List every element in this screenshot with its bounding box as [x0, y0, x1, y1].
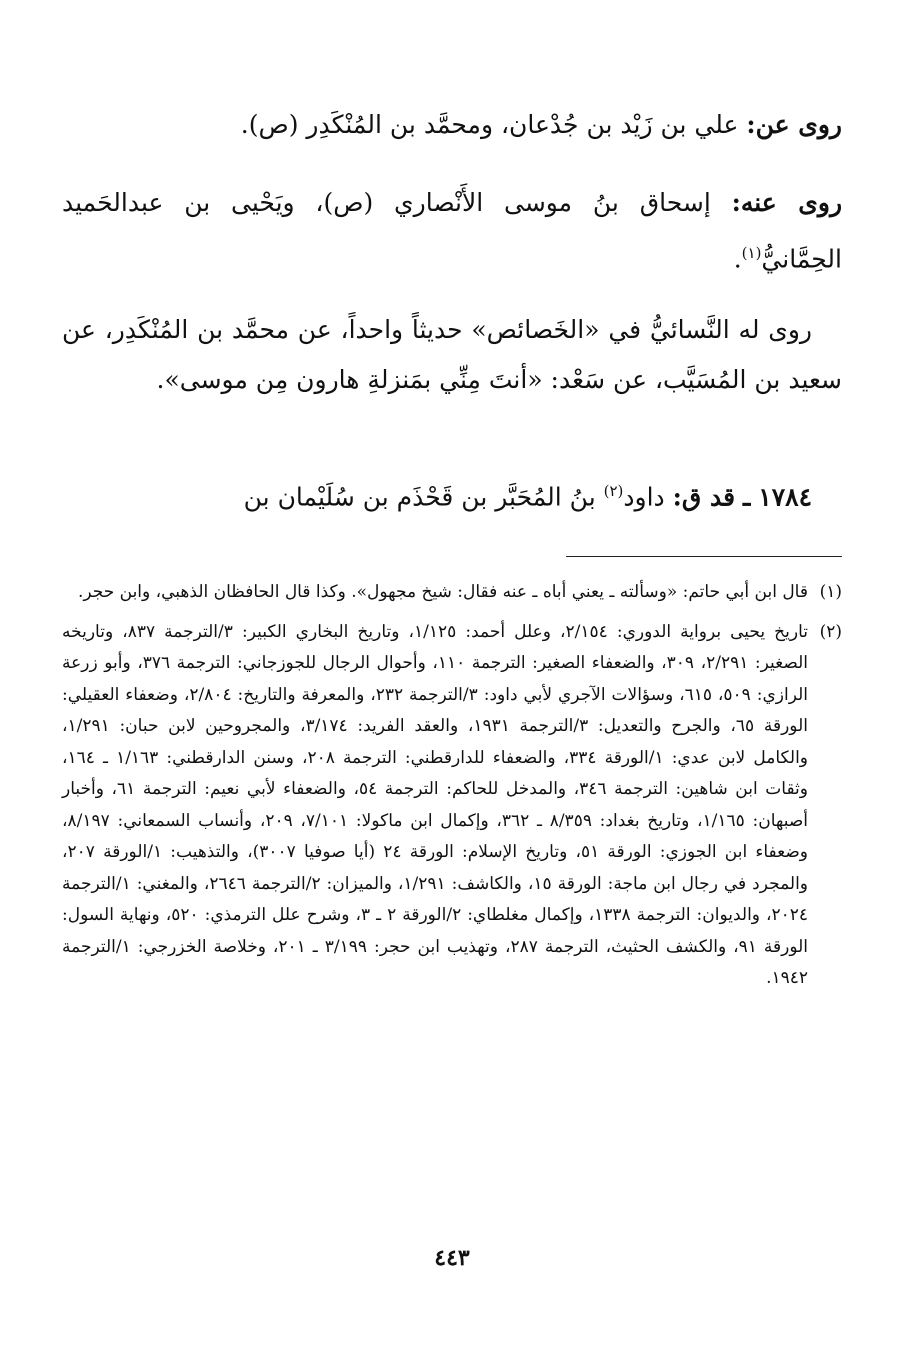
footnote-text: قال ابن أبي حاتم: «وسألته ـ يعني أباه ـ عنه فقال: شيخ مجهول». وكذا قال الحافظان الذهبي، وابن حجر.	[77, 582, 808, 602]
entry-dash: ـ	[743, 482, 751, 512]
footnotes-section	[62, 577, 842, 995]
entry-name-start: داود	[623, 482, 665, 512]
footnote-number: (٢)	[819, 621, 842, 642]
footnote-ref-1[interactable]: (١)	[741, 244, 762, 262]
footnote-1	[62, 577, 842, 609]
nasai-paragraph	[62, 305, 842, 405]
narrated-to-end: .	[733, 244, 742, 274]
footnote-number: (١)	[819, 582, 842, 602]
entry-number: ١٧٨٤	[758, 482, 812, 512]
narrated-to-label: روى عنه:	[731, 188, 843, 217]
narrated-to-paragraph	[62, 178, 842, 284]
narrated-from-label: روى عن:	[746, 110, 842, 139]
entry-heading	[62, 466, 842, 522]
narrated-to-text: إسحاق بنُ موسى الأَنْصاري (ص)، ويَحْيى بن عبدالحَميد الحِمَّانيُّ	[62, 188, 842, 274]
footnote-2	[62, 617, 842, 995]
narrated-from-text: علي بن زَيْد بن جُدْعان، ومحمَّد بن المُنْكَدِر (ص).	[240, 110, 739, 139]
entry-name-rest: بنُ المُحَبَّر بن قَحْذَم بن سُلَيْمان بن	[243, 482, 596, 512]
entry-symbols: قد ق:	[672, 482, 736, 512]
footnote-separator	[566, 556, 842, 557]
narrated-from-paragraph	[62, 100, 842, 150]
page-number: ٤٤٣	[434, 1245, 470, 1271]
footnote-text: تاريخ يحيى برواية الدوري: ٢/١٥٤، وعلل أحمد: ١/١٢٥، وتاريخ البخاري الكبير: ٣/الترجمة ٨٣٧، وتاريخه الصغير: ٢/٢٩١، ٣٠٩، والضعفاء الصغير: الترجمة ١١٠، وأحوال الرجال للجوزجاني: الترجمة ٣٧٦، وأبو زرعة الرازي: ٥٠٩، ٦١٥، وسؤالات الآجري لأبي داود: ٣/الترجمة ٢٣٢، والمعرفة والتاريخ: ٢/٨٠٤، وضعفاء العقيلي: الورقة ٦٥، والجرح والتعديل: ٣/الترجمة ١٩٣١، والعقد الفريد: ٣/١٧٤، والمجروحين لابن حبان: ١/٢٩١، والكامل لابن عدي: ١/الورقة ٣٣٤، والضعفاء للدارقطني: الترجمة ٢٠٨، وسنن الدارقطني: ١/١٦٣ ـ ١٦٤، وثقات ابن شاهين: الترجمة ٣٤٦، والمدخل للحاكم: الترجمة ٥٤، والضعفاء لأبي نعيم: الترجمة ٦١، وأخبار أصبهان: ١/١٦٥، وتاريخ بغداد: ٨/٣٥٩ ـ ٣٦٢، وإكمال ابن ماكولا: ٧/١٠١، ٢٠٩، وأنساب السمعاني: ٨/١٩٧، وضعفاء ابن الجوزي: الورقة ٥١، وتاريخ الإسلام: الورقة ٢٤ (أيا صوفيا ٣٠٠٧)، والتذهيب: ١/الورقة ٢٠٧، والمجرد في رجال ابن ماجة: الورقة ١٥، والكاشف: ١/٢٩١، والميزان: ٢/الترجمة ٢٦٤٦، والمغني: ١/الترجمة ٢٠٢٤، والديوان: الترجمة ١٣٣٨، وإكمال مغلطاي: ٢/الورقة ٢ ـ ٣، وشرح علل الترمذي: ٥٢٠، ونهاية السول: الورقة ٩١، والكشف الحثيث، الترجمة ٢٨٧، وتهذيب ابن حجر: ٣/١٩٩ ـ ٢٠١، وخلاصة الخزرجي: ١/الترجمة ١٩٤٢.	[62, 621, 809, 988]
nasai-text: روى له النَّسائيُّ في «الخَصائص» حديثاً واحداً، عن محمَّد بن المُنْكَدِر، عن سعيد بن المُسَيَّب، عن سَعْد: «أنتَ مِنِّي بمَنزلةِ هارون مِن موسى».	[62, 315, 842, 394]
footnote-ref-2[interactable]: (٢)	[603, 482, 624, 500]
